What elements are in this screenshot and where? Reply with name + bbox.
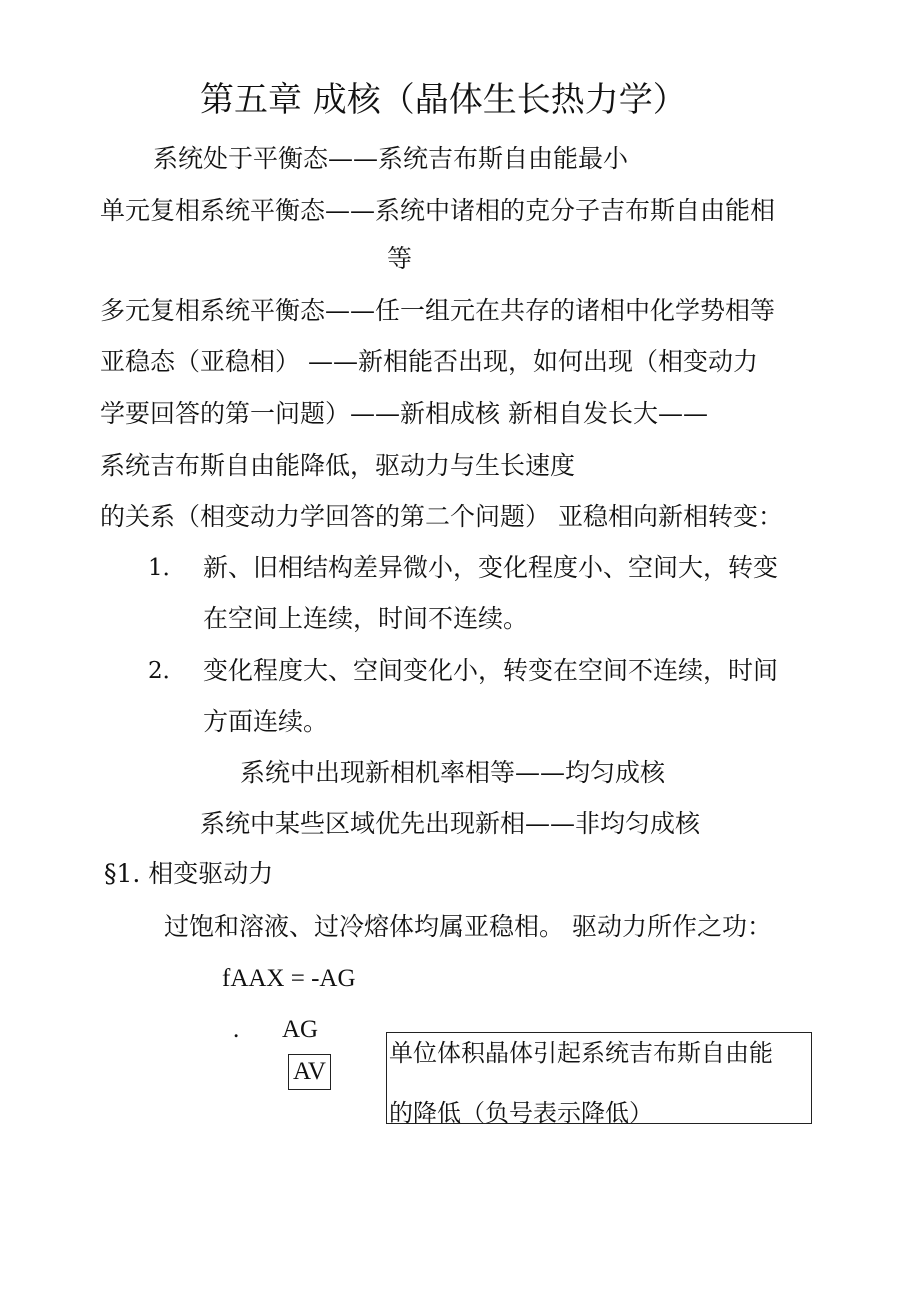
- equation-dot: .: [233, 1016, 240, 1043]
- fraction-numerator: AG: [282, 1016, 319, 1043]
- text-line: 系统吉布斯自由能降低，驱动力与生长速度: [100, 451, 576, 480]
- text-line: 单元复相系统平衡态——系统中诸相的克分子吉布斯自由能相: [100, 196, 776, 225]
- text-line: 亚稳态（亚稳相） ——新相能否出现，如何出现（相变动力: [100, 347, 758, 376]
- list-item-text: 方面连续。: [203, 707, 329, 736]
- definition-line: 单位体积晶体引起系统吉布斯自由能: [389, 1039, 773, 1067]
- heterogeneous-nucleation: 系统中某些区域优先出现新相——非均匀成核: [200, 809, 701, 838]
- text-line: 等: [387, 244, 413, 273]
- text-line: 多元复相系统平衡态——任一组元在共存的诸相中化学势相等: [100, 296, 776, 325]
- definition-box: [386, 1032, 812, 1127]
- section-heading: §1. 相变驱动力: [104, 859, 274, 888]
- section-text: 过饱和溶液、过冷熔体均属亚稳相。 驱动力所作之功：: [164, 912, 772, 941]
- list-number: 1．: [148, 555, 186, 581]
- list-item-text: 新、旧相结构差异微小，变化程度小、空间大，转变: [203, 553, 779, 582]
- text-line: 系统处于平衡态——系统吉布斯自由能最小: [153, 144, 629, 173]
- list-item-text: 在空间上连续，时间不连续。: [203, 604, 529, 633]
- text-line: 学要回答的第一问题）——新相成核 新相自发长大——: [100, 399, 708, 428]
- fraction-denominator: AV: [288, 1054, 331, 1090]
- list-number: 2．: [148, 658, 186, 684]
- text-line: 的关系（相变动力学回答的第二个问题） 亚稳相向新相转变：: [100, 502, 783, 531]
- homogeneous-nucleation: 系统中出现新相机率相等——均匀成核: [240, 758, 666, 787]
- equation: fAAX = -AG: [222, 965, 356, 992]
- page-title: 第五章 成核（晶体生长热力学）: [200, 80, 687, 120]
- definition-line: 的降低（负号表示降低）: [389, 1099, 653, 1127]
- list-item-text: 变化程度大、空间变化小，转变在空间不连续，时间: [203, 656, 779, 685]
